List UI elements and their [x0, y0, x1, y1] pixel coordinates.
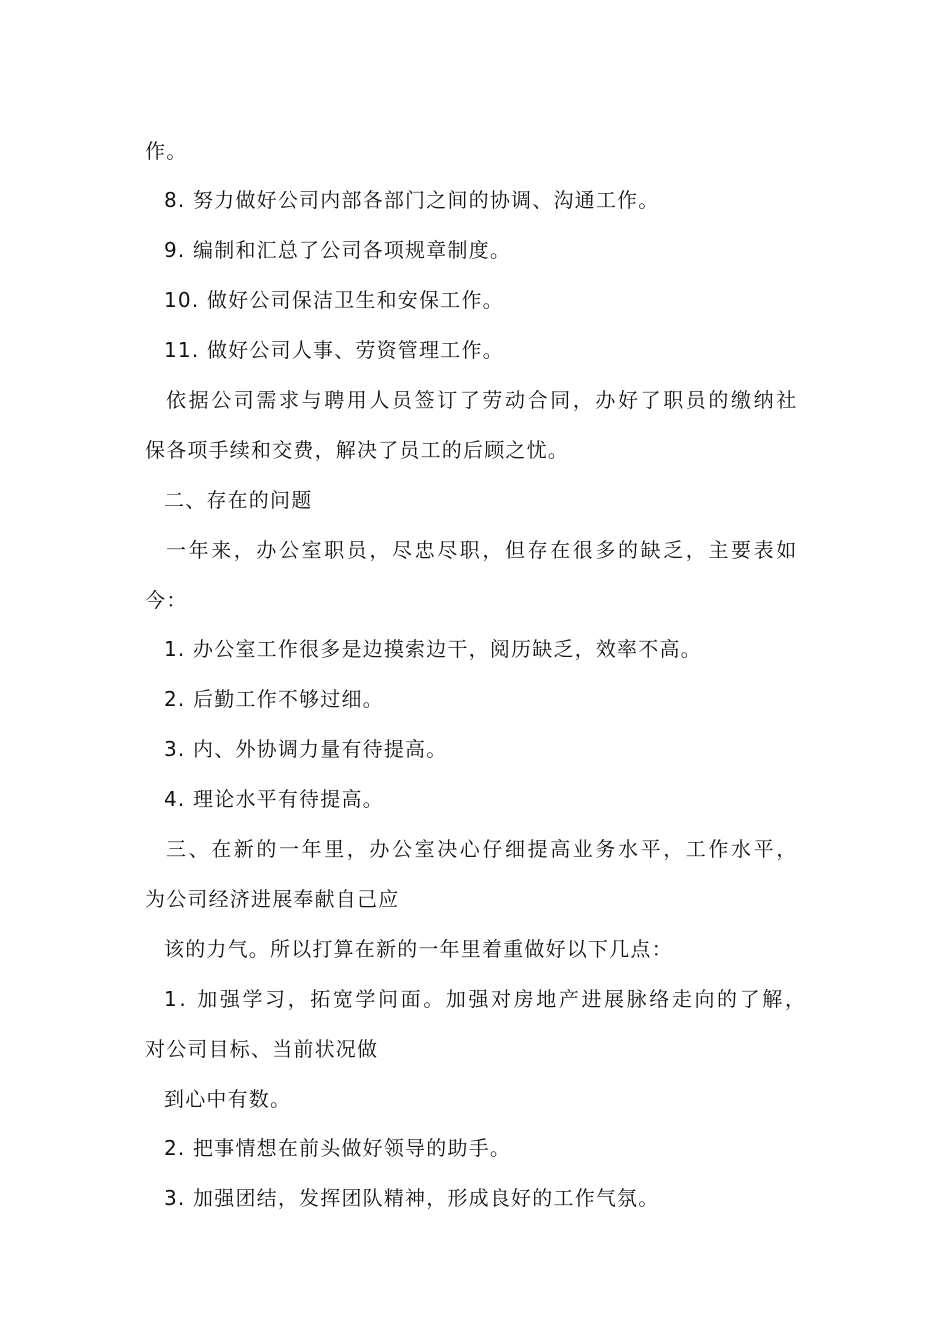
- paragraph-line: 保各项手续和交费，解决了员工的后顾之忧。: [145, 438, 569, 462]
- list-item: 3. 内、外协调力量有待提高。: [164, 737, 448, 761]
- list-item: 9. 编制和汇总了公司各项规章制度。: [164, 238, 512, 262]
- paragraph-line: 该的力气。所以打算在新的一年里着重做好以下几点：: [164, 937, 673, 961]
- text-line: 作。: [145, 139, 188, 163]
- paragraph-line: 到心中有数。: [164, 1087, 292, 1111]
- list-item: 4. 理论水平有待提高。: [164, 787, 384, 811]
- section-heading: 二、存在的问题: [164, 488, 313, 512]
- list-item: 1. 办公室工作很多是边摸索边干，阅历缺乏，效率不高。: [164, 637, 702, 661]
- list-item: 10. 做好公司保洁卫生和安保工作。: [164, 288, 504, 312]
- list-item: 8. 努力做好公司内部各部门之间的协调、沟通工作。: [164, 188, 660, 212]
- list-item: 1. 加强学习，拓宽学问面。加强对房地产进展脉络走向的了解，: [164, 987, 808, 1011]
- list-item: 2. 后勤工作不够过细。: [164, 687, 384, 711]
- paragraph-line: 依据公司需求与聘用人员签订了劳动合同，办好了职员的缴纳社: [166, 388, 799, 412]
- list-item: 2. 把事情想在前头做好领导的助手。: [164, 1136, 512, 1160]
- paragraph-line: 今：: [145, 588, 188, 612]
- paragraph-line: 对公司目标、当前状况做: [145, 1037, 379, 1061]
- list-item: 11. 做好公司人事、劳资管理工作。: [164, 338, 504, 362]
- paragraph-line: 一年来，办公室职员，尽忠尽职，但存在很多的缺乏，主要表如: [166, 538, 799, 562]
- section-heading: 三、在新的一年里，办公室决心仔细提高业务水平，工作水平，: [166, 837, 799, 861]
- list-item: 3. 加强团结，发挥团队精神，形成良好的工作气氛。: [164, 1186, 660, 1210]
- paragraph-line: 为公司经济进展奉献自己应: [145, 887, 400, 911]
